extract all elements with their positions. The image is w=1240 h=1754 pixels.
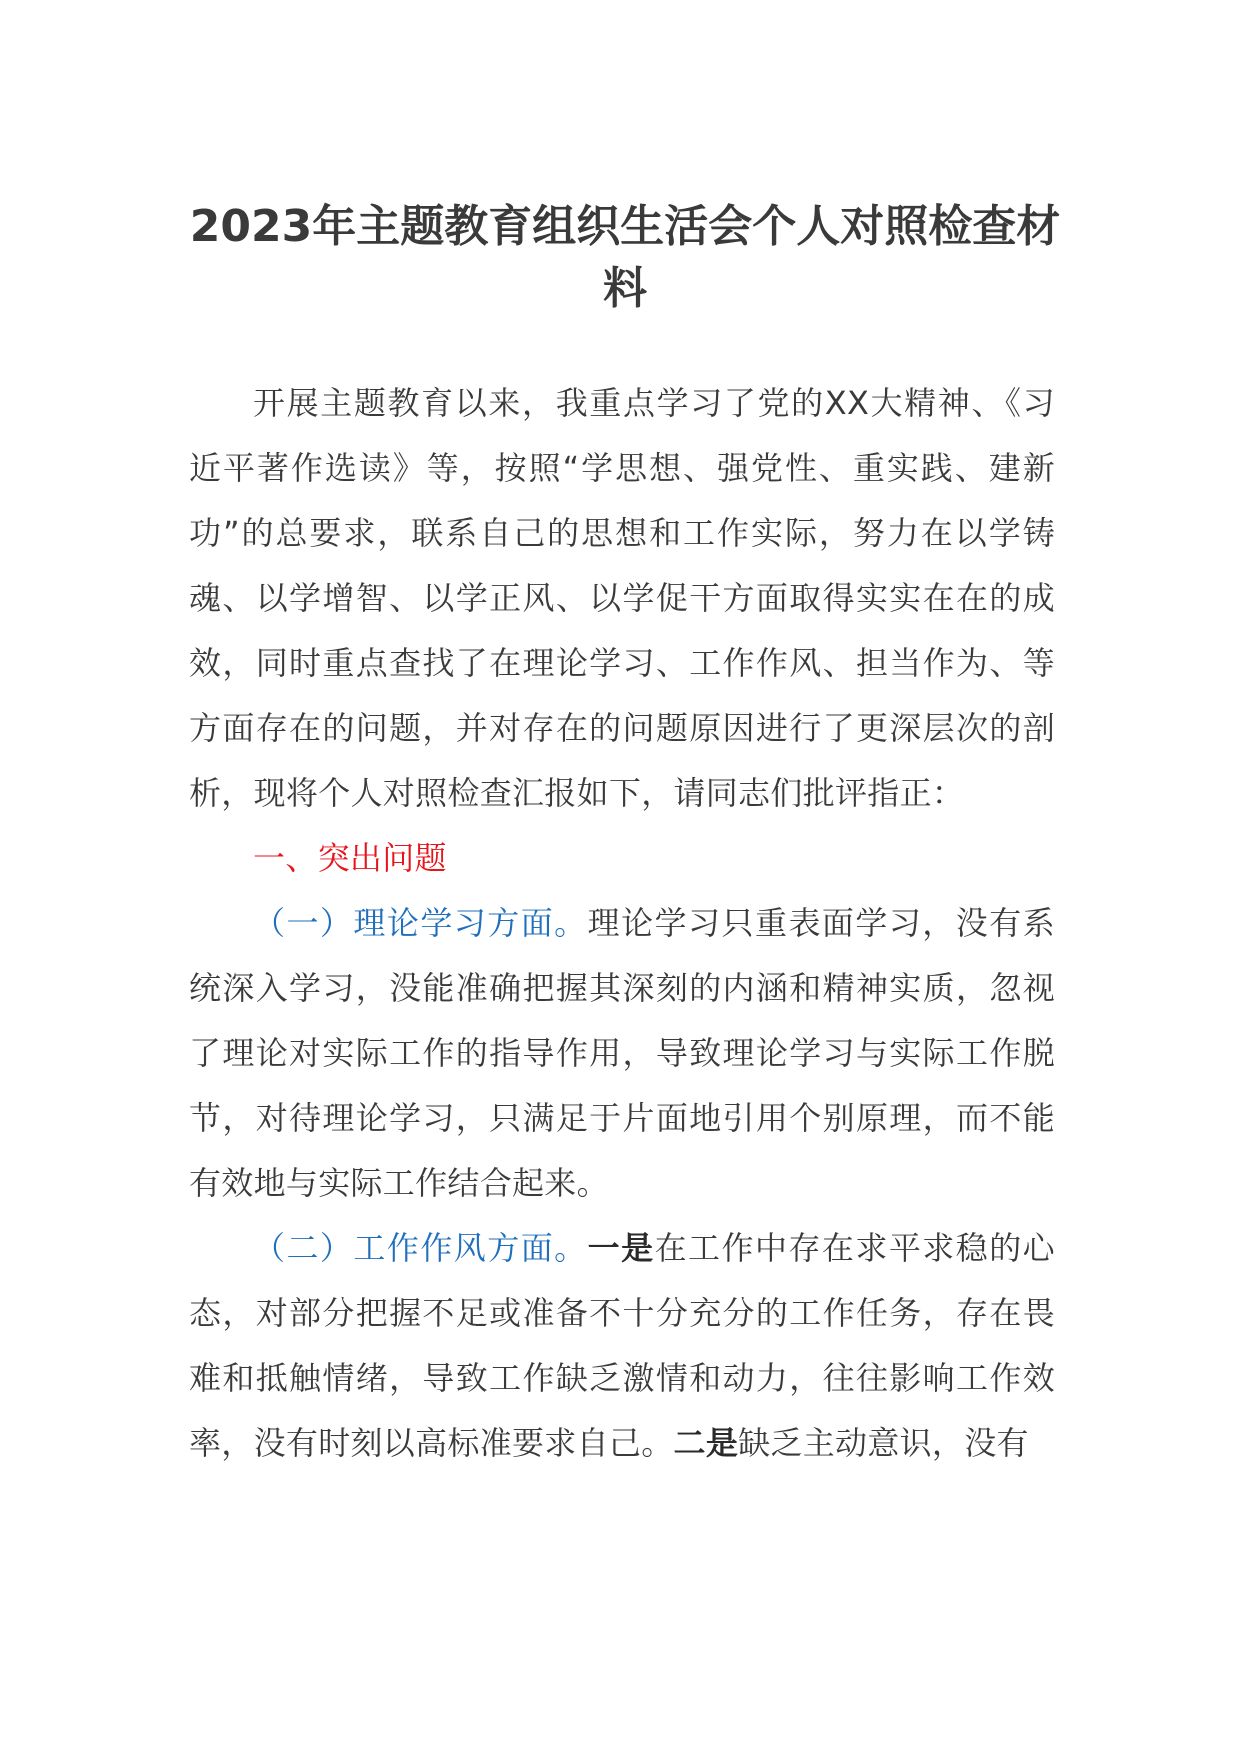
document-body bbox=[189, 371, 1055, 1476]
item-work-style-label: （二）工作作风方面。 bbox=[253, 1229, 588, 1267]
item-theory-study bbox=[189, 891, 1055, 1216]
point-two-text: 缺乏主动意识，没有 bbox=[738, 1424, 1029, 1462]
point-one-lead: 一是 bbox=[587, 1229, 655, 1267]
section-heading-problems: 一、突出问题 bbox=[253, 839, 447, 877]
item-theory-study-text: 理论学习只重表面学习，没有系统深入学习，没能准确把握其深刻的内涵和精神实质，忽视了理论对实际工作的指导作用，导致理论学习与实际工作脱节，对待理论学习，只满足于片面地引用个别原理，而不能有效地与实际工作结合起来。 bbox=[189, 904, 1055, 1202]
point-one-text: 在工作中存在求平求稳的心态，对部分把握不足或准备不十分充分的工作任务，存在畏难和抵触情绪，导致工作缺乏激情和动力，往往影响工作效率，没有时刻以高标准要求自己。 bbox=[189, 1229, 1055, 1462]
item-theory-study-label: （一）理论学习方面。 bbox=[253, 904, 588, 942]
document-title: 2023年主题教育组织生活会个人对照检查材料 bbox=[189, 201, 1061, 314]
intro-paragraph: 开展主题教育以来，我重点学习了党的XX大精神、《习近平著作选读》等，按照“学思想、强党性、重实践、建新功”的总要求，联系自己的思想和工作实际，努力在以学铸魂、以学增智、以学正风、以学促干方面取得实实在在的成效，同时重点查找了在理论学习、工作作风、担当作为、等方面存在的问题，并对存在的问题原因进行了更深层次的剖析，现将个人对照检查汇报如下，请同志们批评指正： bbox=[189, 384, 1055, 812]
item-work-style bbox=[189, 1216, 1055, 1476]
point-two-lead: 二是 bbox=[673, 1424, 739, 1462]
